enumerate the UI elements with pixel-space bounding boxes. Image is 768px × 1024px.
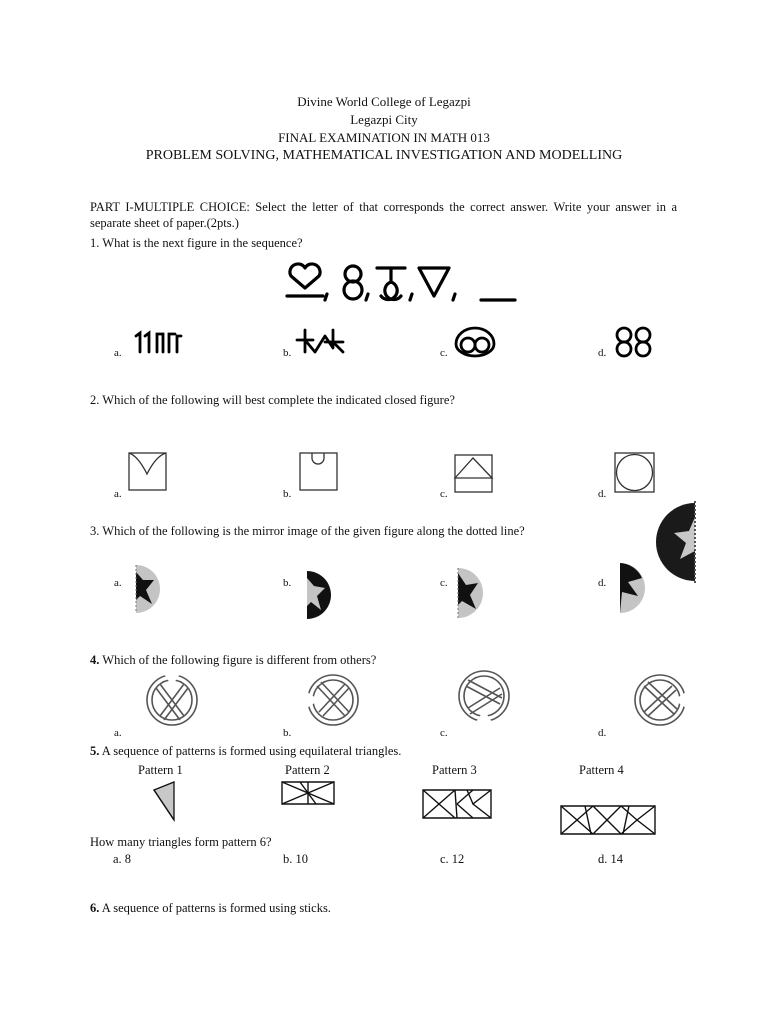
q4-option-d-figure[interactable]	[632, 672, 688, 728]
q3-label-d: d.	[598, 577, 607, 589]
q5-pattern-4-figure	[559, 800, 657, 838]
q2-text: 2. Which of the following will best complete the indicated closed figure?	[90, 393, 455, 407]
q3-text: 3. Which of the following is the mirror image of the given figure along the dotted line?	[90, 524, 525, 538]
q3-option-c-figure[interactable]	[456, 567, 486, 619]
q1-option-d-figure[interactable]	[613, 326, 655, 358]
q3-option-d-figure[interactable]	[618, 562, 648, 614]
q2-option-d-figure[interactable]	[614, 452, 656, 494]
q1-label-b: b.	[283, 347, 292, 359]
q2-label-a: a.	[114, 488, 122, 500]
q1-sequence-figure	[285, 262, 520, 304]
q1-label-a: a.	[114, 347, 122, 359]
q4-question: Which of the following figure is different from others?	[99, 653, 377, 667]
city: Legazpi City	[350, 112, 418, 127]
q4-number: 4.	[90, 653, 100, 667]
q3-option-b-figure[interactable]	[305, 570, 335, 620]
q5-pattern-2-label: Pattern 2	[285, 763, 330, 777]
q5-pattern-3-figure	[421, 786, 493, 822]
q6-question: A sequence of patterns is formed using sticks.	[99, 901, 331, 915]
q4-label-b: b.	[283, 727, 292, 739]
q6-number: 6.	[90, 901, 100, 915]
q5-pattern-1-label: Pattern 1	[138, 763, 183, 777]
q3-label-a: a.	[114, 577, 122, 589]
q5-choice-a[interactable]: a. 8	[113, 852, 132, 866]
q2-option-c-figure[interactable]	[454, 454, 494, 494]
q5-choice-d[interactable]: d. 14	[598, 852, 623, 866]
q3-label-b: b.	[283, 577, 292, 589]
q4-label-c: c.	[440, 727, 448, 739]
q5-question-intro: A sequence of patterns is formed using equilateral triangles.	[99, 744, 402, 758]
q5-pattern-3-label: Pattern 3	[432, 763, 477, 777]
q5-pattern-1-figure	[152, 780, 178, 822]
part1-instructions: PART I-MULTIPLE CHOICE: Select the letter of that corresponds the correct answer. Write your answer in a separate sheet of paper.(2pts.)	[90, 200, 677, 230]
q5-text	[90, 743, 401, 759]
q1-text: 1. What is the next figure in the sequence?	[90, 236, 303, 250]
q2-label-b: b.	[283, 488, 292, 500]
q1-option-b-figure[interactable]	[297, 328, 345, 354]
q4-option-c-figure[interactable]	[456, 668, 512, 724]
q1-label-d: d.	[598, 347, 607, 359]
q4-option-b-figure[interactable]	[305, 672, 361, 728]
q2-label-c: c.	[440, 488, 448, 500]
q5-choice-b[interactable]: b. 10	[283, 852, 308, 866]
q4-label-d: d.	[598, 727, 607, 739]
q4-option-a-figure[interactable]	[144, 672, 200, 728]
q4-label-a: a.	[114, 727, 122, 739]
q4-text	[90, 652, 376, 668]
q1-label-c: c.	[440, 347, 448, 359]
q6-text	[90, 900, 331, 916]
q5-pattern-4-label: Pattern 4	[579, 763, 624, 777]
q5-pattern-2-figure	[280, 778, 336, 808]
q2-option-b-figure[interactable]	[299, 452, 339, 492]
q1-option-a-figure[interactable]	[133, 330, 183, 354]
q5-question: How many triangles form pattern 6?	[90, 835, 272, 849]
q5-number: 5.	[90, 744, 100, 758]
school-name: Divine World College of Legazpi	[297, 94, 471, 109]
q3-label-c: c.	[440, 577, 448, 589]
q2-option-a-figure[interactable]	[128, 452, 168, 492]
q3-option-a-figure[interactable]	[134, 564, 164, 614]
q1-option-c-figure[interactable]	[452, 324, 498, 358]
exam-title: FINAL EXAMINATION IN MATH 013	[278, 130, 490, 145]
subject-title: PROBLEM SOLVING, MATHEMATICAL INVESTIGATION AND MODELLING	[145, 148, 623, 163]
q5-choice-c[interactable]: c. 12	[440, 852, 465, 866]
q3-given-figure	[662, 501, 702, 585]
q2-label-d: d.	[598, 488, 607, 500]
